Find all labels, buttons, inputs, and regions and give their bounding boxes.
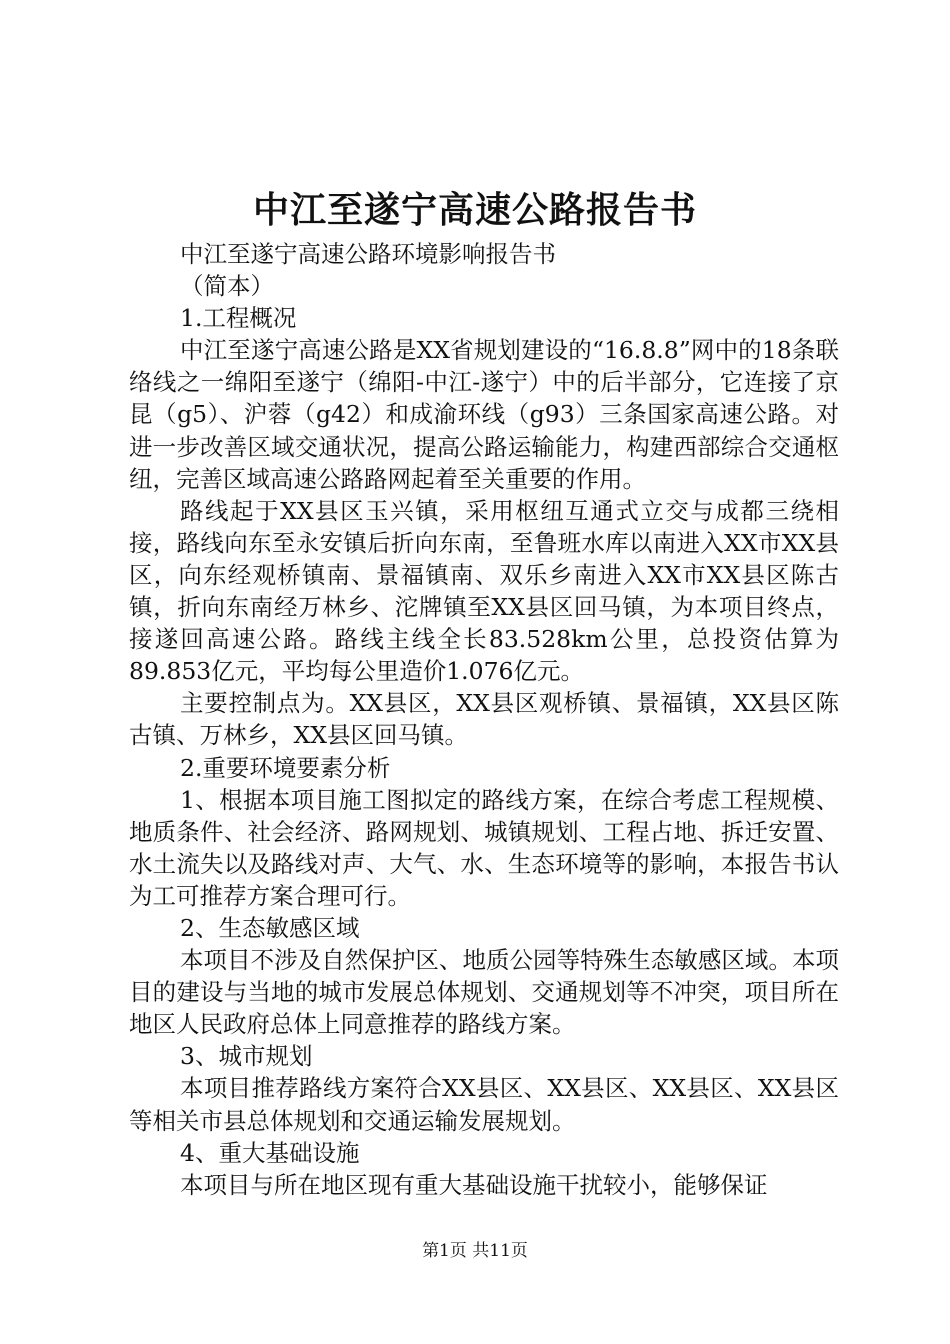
paragraph-route-plan-assessment: 1、根据本项目施工图拟定的路线方案，在综合考虑工程规模、地质条件、社会经济、路网规划、城镇规划、工程占地、拆迁安置、水土流失以及路线对声、大气、水、生态环境等的影响，本报告书认为工可推荐方案合理可行。 xyxy=(129,785,839,910)
subheading-urban-planning: 3、城市规划 xyxy=(180,1042,313,1071)
paragraph-project-overview: 中江至遂宁高速公路是XX省规划建设的“16.8.8”网中的18条联络线之一绵阳至遂宁（绵阳-中江-遂宁）中的后半部分，它连接了京昆（g5）、沪蓉（g42）和成渝环线（g93）三条国家高速公路。对进一步改善区域交通状况，提高公路运输能力，构建西部综合交通枢纽，完善区域高速公路路网起着至关重要的作用。 xyxy=(129,336,839,493)
subtitle-paragraph: 中江至遂宁高速公路环境影响报告书 xyxy=(180,240,556,268)
edition-note: （简本） xyxy=(180,272,274,301)
section-heading-project-overview: 1.工程概况 xyxy=(180,304,297,333)
paragraph-urban-planning: 本项目推荐路线方案符合XX县区、XX县区、XX县区、XX县区等相关市县总体规划和交通运输发展规划。 xyxy=(129,1074,839,1135)
document-title: 中江至遂宁高速公路报告书 xyxy=(252,189,697,231)
subheading-major-infrastructure: 4、重大基础设施 xyxy=(180,1138,360,1167)
page-number-footer: 第1页 共11页 xyxy=(422,1241,528,1261)
section-heading-environment-analysis: 2.重要环境要素分析 xyxy=(180,753,391,782)
paragraph-route-description: 路线起于XX县区玉兴镇，采用枢纽互通式立交与成都三绕相接，路线向东至永安镇后折向东南，至鲁班水库以南进入XX市XX县区，向东经观桥镇南、景福镇南、双乐乡南进入XX市XX县区陈古镇，折向东南经万林乡、沱牌镇至XX县区回马镇，为本项目终点，接遂回高速公路。路线主线全长83.528km公里，总投资估算为89.853亿元，平均每公里造价1.076亿元。 xyxy=(129,496,839,686)
paragraph-major-infrastructure: 本项目与所在地区现有重大基础设施干扰较小，能够保证 xyxy=(180,1170,768,1199)
subheading-ecological-sensitive-areas: 2、生态敏感区域 xyxy=(180,913,360,942)
paragraph-ecological-sensitive-areas: 本项目不涉及自然保护区、地质公园等特殊生态敏感区域。本项目的建设与当地的城市发展总体规划、交通规划等不冲突，项目所在地区人民政府总体上同意推荐的路线方案。 xyxy=(129,946,839,1039)
document-body xyxy=(129,238,839,1201)
paragraph-control-points: 主要控制点为。XX县区，XX县区观桥镇、景福镇，XX县区陈古镇、万林乡，XX县区回马镇。 xyxy=(129,689,839,750)
